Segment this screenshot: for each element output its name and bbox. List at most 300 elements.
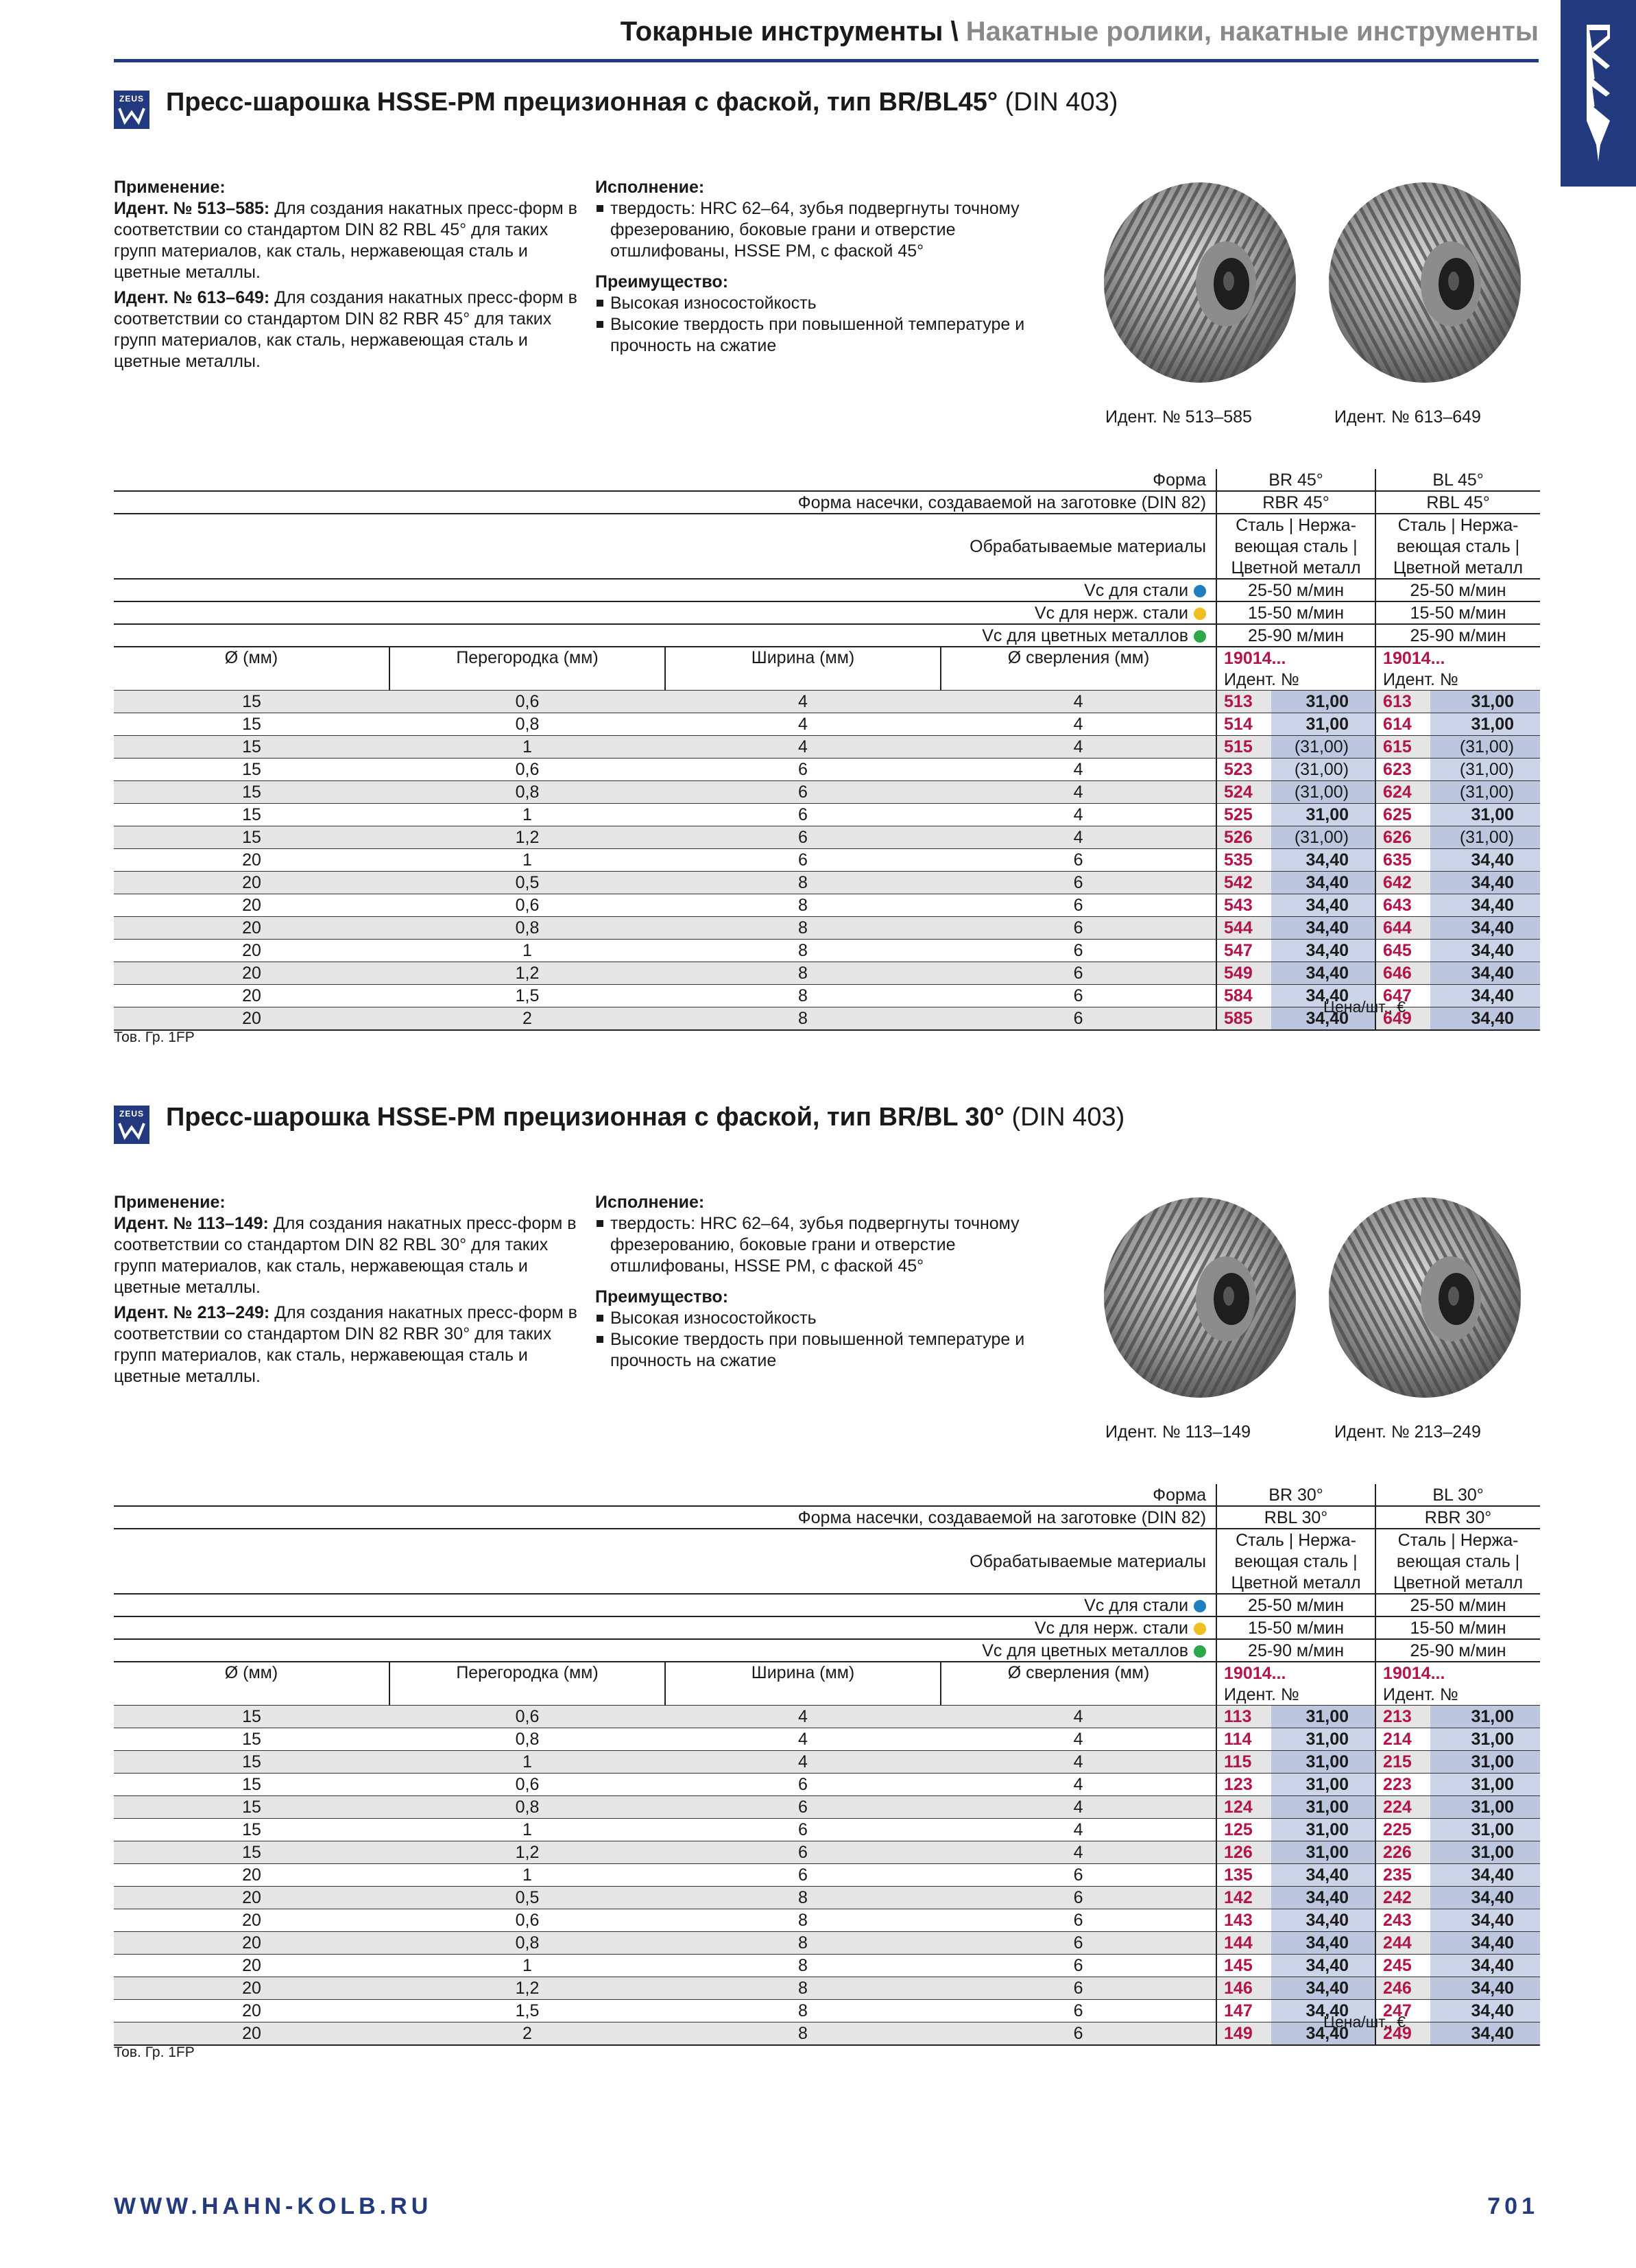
cell-bore: 4	[941, 826, 1216, 849]
cell-width: 6	[665, 826, 941, 849]
cell-pitch: 1	[389, 1864, 665, 1887]
ident-code-left[interactable]: 123	[1216, 1774, 1271, 1796]
price-left: 31,00	[1271, 1841, 1375, 1864]
ident-code-right[interactable]: 642	[1375, 872, 1430, 894]
spec-vc-nonferrous-value: 25-90 м/мин	[1375, 1639, 1540, 1662]
cell-pitch: 0,5	[389, 1887, 665, 1909]
ident-code-right[interactable]: 646	[1375, 962, 1430, 985]
ident-code-left[interactable]: 513	[1216, 691, 1271, 713]
price-left: 34,40	[1271, 1007, 1375, 1031]
photo-caption-right: Идент. № 613–649	[1334, 407, 1481, 427]
ident-code-right[interactable]: 626	[1375, 826, 1430, 849]
ident-code-left[interactable]: 544	[1216, 917, 1271, 940]
price-unit: Цена/шт., €	[1323, 998, 1406, 1016]
ident-code-right[interactable]: 623	[1375, 759, 1430, 781]
price-right: (31,00)	[1430, 826, 1540, 849]
cell-width: 8	[665, 894, 941, 917]
application-item-2	[114, 287, 580, 372]
spec-vc-nonferrous-value: 25-90 м/мин	[1216, 1639, 1375, 1662]
cell-bore: 4	[941, 804, 1216, 826]
ident-code-right[interactable]: 613	[1375, 691, 1430, 713]
spec-vc-inox-label	[114, 601, 1216, 624]
price-right: 34,40	[1430, 1977, 1540, 2000]
column-header-ident: Идент. №	[1216, 669, 1375, 691]
price-right: 31,00	[1430, 1728, 1540, 1751]
table-row	[114, 872, 1540, 894]
ident-code-right[interactable]: 625	[1375, 804, 1430, 826]
spec-vc-inox-value: 15-50 м/мин	[1375, 601, 1540, 624]
spec-vc-steel-label	[114, 1594, 1216, 1616]
price-left: (31,00)	[1271, 736, 1375, 759]
price-left: 34,40	[1271, 2000, 1375, 2022]
spec-vc-inox-label-text: Vc для нерж. стали	[1034, 1618, 1189, 1638]
ident-code-left[interactable]: 524	[1216, 781, 1271, 804]
price-left: 34,40	[1271, 2022, 1375, 2046]
ident-code-left[interactable]: 523	[1216, 759, 1271, 781]
table-row	[114, 1977, 1540, 2000]
spec-materials	[114, 514, 1540, 536]
advantage-list	[595, 1308, 1061, 1372]
table-row	[114, 1887, 1540, 1909]
spec-materials	[114, 536, 1540, 557]
cell-d: 15	[114, 713, 389, 736]
cell-width: 8	[665, 872, 941, 894]
cell-pitch: 0,8	[389, 1932, 665, 1955]
price-right: 31,00	[1430, 1774, 1540, 1796]
price-left: 34,40	[1271, 917, 1375, 940]
ident-code-right[interactable]: 245	[1375, 1955, 1430, 1977]
cell-d: 20	[114, 2022, 389, 2046]
spec-vc-steel-label-text: Vc для стали	[1084, 580, 1189, 600]
cell-pitch: 0,6	[389, 1774, 665, 1796]
ident-code-left[interactable]: 526	[1216, 826, 1271, 849]
cell-d: 20	[114, 872, 389, 894]
ident-code-left[interactable]: 114	[1216, 1728, 1271, 1751]
cell-bore: 4	[941, 1796, 1216, 1819]
material-dot-icon	[1194, 608, 1206, 620]
execution-block	[595, 1192, 1061, 1372]
application-item-1	[114, 1213, 580, 1298]
ident-code-left[interactable]: 125	[1216, 1819, 1271, 1841]
zeus-logo-text: ZEUS	[119, 94, 144, 104]
price-right: (31,00)	[1430, 781, 1540, 804]
table-row	[114, 1819, 1540, 1841]
cell-pitch: 1	[389, 940, 665, 962]
cell-width: 8	[665, 1007, 941, 1031]
price-left: 31,00	[1271, 1819, 1375, 1841]
ident-code-right[interactable]: 213	[1375, 1706, 1430, 1728]
ident-code-right[interactable]: 226	[1375, 1841, 1430, 1864]
roller-photo-left	[1097, 1195, 1303, 1400]
spec-knurl-value: RBR 30°	[1375, 1506, 1540, 1529]
price-left: 34,40	[1271, 962, 1375, 985]
ident-code-left[interactable]: 584	[1216, 985, 1271, 1007]
header-title-sub: Накатные ролики, накатные инструменты	[965, 16, 1539, 47]
section-title	[166, 88, 1118, 117]
spec-forma-value: BL 45°	[1375, 469, 1540, 491]
application-ident-2: Идент. № 613–649:	[114, 288, 270, 307]
spec-knurl	[114, 491, 1540, 514]
spec-materials-label	[114, 514, 1216, 536]
price-right: 31,00	[1430, 691, 1540, 713]
ident-code-right[interactable]: 243	[1375, 1909, 1430, 1932]
execution-block	[595, 177, 1061, 357]
cell-width: 6	[665, 1841, 941, 1864]
cell-pitch: 0,8	[389, 713, 665, 736]
ident-code-right[interactable]: 614	[1375, 713, 1430, 736]
footer-url[interactable]: WWW.HAHN-KOLB.RU	[114, 2193, 433, 2219]
table-row	[114, 1864, 1540, 1887]
page-header	[621, 16, 1539, 47]
price-right: 34,40	[1430, 872, 1540, 894]
cell-width: 4	[665, 691, 941, 713]
column-header-bore: Ø сверления (мм)	[941, 647, 1216, 691]
cell-d: 15	[114, 781, 389, 804]
ident-code-left[interactable]: 146	[1216, 1977, 1271, 2000]
ident-code-left[interactable]: 145	[1216, 1955, 1271, 1977]
ident-code-left[interactable]: 135	[1216, 1864, 1271, 1887]
ident-code-right[interactable]: 247	[1375, 2000, 1430, 2022]
price-left: 34,40	[1271, 1909, 1375, 1932]
application-ident-1: Идент. № 113–149:	[114, 1214, 269, 1233]
spec-materials-value: веющая сталь |	[1375, 1551, 1540, 1572]
ident-code-right[interactable]: 624	[1375, 781, 1430, 804]
cell-bore: 6	[941, 962, 1216, 985]
price-right: 34,40	[1430, 940, 1540, 962]
cell-pitch: 0,8	[389, 917, 665, 940]
cell-bore: 4	[941, 1841, 1216, 1864]
cell-bore: 6	[941, 1932, 1216, 1955]
spec-knurl	[114, 1506, 1540, 1529]
ident-code-right[interactable]: 214	[1375, 1728, 1430, 1751]
price-right: 34,40	[1430, 985, 1540, 1007]
spec-materials-value: Цветной металл	[1216, 557, 1375, 579]
application-heading: Применение:	[114, 1193, 226, 1212]
price-left: 34,40	[1271, 849, 1375, 872]
price-right: 34,40	[1430, 1955, 1540, 1977]
zeus-logo	[114, 1106, 149, 1144]
cell-width: 8	[665, 985, 941, 1007]
advantage-heading: Преимущество:	[595, 272, 729, 291]
spec-materials-value: Сталь | Нержа-	[1216, 1529, 1375, 1551]
price-right: 34,40	[1430, 849, 1540, 872]
execution-item: твердость: HRC 62–64, зубья подвергнуты точному фрезерованию, боковые грани и отверстие отшлифованы, HSSE PM, с фаской 45°	[595, 1213, 1061, 1277]
application-item-2	[114, 1302, 580, 1387]
spec-forma-value: BR 30°	[1216, 1484, 1375, 1506]
price-right: 34,40	[1430, 1887, 1540, 1909]
column-header-width: Ширина (мм)	[665, 647, 941, 691]
price-right: (31,00)	[1430, 736, 1540, 759]
ident-code-right[interactable]: 249	[1375, 2022, 1430, 2046]
ident-code-left[interactable]: 143	[1216, 1909, 1271, 1932]
cell-pitch: 1,2	[389, 826, 665, 849]
cell-width: 8	[665, 2022, 941, 2046]
spec-vc-nonferrous-label	[114, 1639, 1216, 1662]
header-title-main: Токарные инструменты	[620, 16, 943, 47]
ident-code-right[interactable]: 615	[1375, 736, 1430, 759]
spec-knurl-label	[114, 491, 1216, 514]
cell-bore: 4	[941, 736, 1216, 759]
roller-photo-right	[1322, 1195, 1528, 1400]
ident-code-left[interactable]: 535	[1216, 849, 1271, 872]
material-dot-icon	[1194, 585, 1206, 597]
table-row	[114, 1728, 1540, 1751]
spec-materials-label	[114, 1572, 1216, 1594]
ident-code-left[interactable]: 585	[1216, 1007, 1271, 1031]
spec-vc-steel-label-text: Vc для стали	[1084, 1595, 1189, 1615]
ident-code-right[interactable]: 644	[1375, 917, 1430, 940]
cell-pitch: 2	[389, 1007, 665, 1031]
cell-pitch: 1,5	[389, 2000, 665, 2022]
column-header-row	[114, 647, 1540, 669]
spec-materials-label: Обрабатываемые материалы	[970, 536, 1207, 556]
spec-knurl-value: RBL 45°	[1375, 491, 1540, 514]
cell-width: 8	[665, 1887, 941, 1909]
ident-code-left[interactable]: 549	[1216, 962, 1271, 985]
table-row	[114, 759, 1540, 781]
price-right: 34,40	[1430, 2022, 1540, 2046]
cell-bore: 6	[941, 894, 1216, 917]
ident-code-right[interactable]: 242	[1375, 1887, 1430, 1909]
cell-d: 20	[114, 962, 389, 985]
price-left: 34,40	[1271, 1887, 1375, 1909]
column-header-pitch: Перегородка (мм)	[389, 647, 665, 691]
cell-pitch: 1,5	[389, 985, 665, 1007]
roller-photo-right	[1322, 180, 1528, 385]
cell-width: 4	[665, 1751, 941, 1774]
section-din: (DIN 403)	[998, 88, 1118, 117]
table-row	[114, 1751, 1540, 1774]
spec-vc-steel-value: 25-50 м/мин	[1375, 1594, 1540, 1616]
price-right: 31,00	[1430, 1706, 1540, 1728]
spec-materials-value: Цветной металл	[1375, 1572, 1540, 1594]
price-left: 34,40	[1271, 1955, 1375, 1977]
spec-materials-value: Сталь | Нержа-	[1375, 514, 1540, 536]
cell-pitch: 0,8	[389, 1728, 665, 1751]
table-row	[114, 894, 1540, 917]
ident-code-left[interactable]: 144	[1216, 1932, 1271, 1955]
cell-pitch: 1	[389, 849, 665, 872]
ident-code-left[interactable]: 142	[1216, 1887, 1271, 1909]
cell-width: 8	[665, 1955, 941, 1977]
spec-materials-value: веющая сталь |	[1216, 536, 1375, 557]
spec-materials-value: Цветной металл	[1216, 1572, 1375, 1594]
cell-pitch: 1	[389, 1751, 665, 1774]
cell-d: 15	[114, 1841, 389, 1864]
ident-code-right[interactable]: 645	[1375, 940, 1430, 962]
column-header-d: Ø (мм)	[114, 1662, 389, 1706]
cell-pitch: 0,8	[389, 781, 665, 804]
section-title-text: Пресс-шарошка HSSE-PM прецизионная с фаской, тип BR/BL 30°	[166, 1103, 1005, 1132]
cell-width: 8	[665, 1909, 941, 1932]
table-row	[114, 713, 1540, 736]
column-header-bore: Ø сверления (мм)	[941, 1662, 1216, 1706]
ident-code-left[interactable]: 149	[1216, 2022, 1271, 2046]
table-row	[114, 940, 1540, 962]
application-ident-2: Идент. № 213–249:	[114, 1303, 270, 1322]
chapter-tab	[1561, 0, 1636, 187]
cell-d: 20	[114, 849, 389, 872]
spec-materials-label: Обрабатываемые материалы	[970, 1551, 1207, 1571]
ident-code-left[interactable]: 113	[1216, 1706, 1271, 1728]
application-text-2: Для создания накатных пресс-форм в соответствии со стандартом DIN 82 RBR 45° для таких групп материалов, как сталь, нержавеющая сталь и цветные металлы.	[114, 288, 577, 371]
price-left: (31,00)	[1271, 759, 1375, 781]
header-separator: \	[943, 16, 966, 47]
cell-width: 6	[665, 1796, 941, 1819]
price-left: (31,00)	[1271, 826, 1375, 849]
drill-icon	[1580, 25, 1617, 162]
application-heading: Применение:	[114, 178, 226, 197]
cell-width: 8	[665, 917, 941, 940]
table-row	[114, 917, 1540, 940]
ident-code-left[interactable]: 543	[1216, 894, 1271, 917]
cell-bore: 6	[941, 1007, 1216, 1031]
ident-code-left[interactable]: 525	[1216, 804, 1271, 826]
cell-d: 15	[114, 1728, 389, 1751]
cell-bore: 4	[941, 1819, 1216, 1841]
cell-width: 6	[665, 804, 941, 826]
column-header-ident: Идент. №	[1375, 1684, 1540, 1706]
cell-width: 6	[665, 781, 941, 804]
application-text-2: Для создания накатных пресс-форм в соответствии со стандартом DIN 82 RBR 30° для таких групп материалов, как сталь, нержавеющая сталь и цветные металлы.	[114, 1303, 577, 1386]
execution-heading: Исполнение:	[595, 1193, 705, 1212]
cell-d: 15	[114, 1751, 389, 1774]
spec-vc-steel-label	[114, 579, 1216, 601]
spec-vc-nonferrous-label	[114, 624, 1216, 647]
ident-code-right[interactable]: 643	[1375, 894, 1430, 917]
ident-code-left[interactable]: 115	[1216, 1751, 1271, 1774]
ident-code-right[interactable]: 223	[1375, 1774, 1430, 1796]
cell-d: 20	[114, 1864, 389, 1887]
cell-d: 15	[114, 691, 389, 713]
spec-forma-label	[114, 1484, 1216, 1506]
price-left: 31,00	[1271, 1774, 1375, 1796]
price-left: 31,00	[1271, 804, 1375, 826]
product-group: Тов. Гр. 1FP	[114, 1029, 195, 1045]
cell-width: 6	[665, 849, 941, 872]
cell-d: 15	[114, 1706, 389, 1728]
column-header-prefix: 19014...	[1375, 647, 1540, 669]
price-right: 31,00	[1430, 1841, 1540, 1864]
cell-bore: 6	[941, 940, 1216, 962]
table-row	[114, 1932, 1540, 1955]
cell-pitch: 0,6	[389, 1909, 665, 1932]
price-right: 31,00	[1430, 1819, 1540, 1841]
table-row	[114, 1774, 1540, 1796]
advantage-item: Высокая износостойкость	[595, 1308, 1061, 1329]
spec-materials-value: Сталь | Нержа-	[1375, 1529, 1540, 1551]
price-right: 34,40	[1430, 962, 1540, 985]
spec-vc-nonferrous-label-text: Vc для цветных металлов	[982, 625, 1189, 645]
price-right: 34,40	[1430, 917, 1540, 940]
spec-forma	[114, 1484, 1540, 1506]
ident-code-right[interactable]: 635	[1375, 849, 1430, 872]
spec-vc-inox-label	[114, 1616, 1216, 1639]
spec-table	[114, 1484, 1540, 2046]
ident-code-right[interactable]: 244	[1375, 1932, 1430, 1955]
spec-materials-value: веющая сталь |	[1216, 1551, 1375, 1572]
price-left: 34,40	[1271, 1932, 1375, 1955]
column-header-ident: Идент. №	[1216, 1684, 1375, 1706]
cell-bore: 4	[941, 1774, 1216, 1796]
price-right: 31,00	[1430, 804, 1540, 826]
ident-code-right[interactable]: 246	[1375, 1977, 1430, 2000]
cell-pitch: 1	[389, 804, 665, 826]
cell-d: 15	[114, 1819, 389, 1841]
cell-pitch: 0,5	[389, 872, 665, 894]
spec-forma-value: BR 45°	[1216, 469, 1375, 491]
execution-list	[595, 1213, 1061, 1277]
cell-width: 6	[665, 759, 941, 781]
ident-code-left[interactable]: 547	[1216, 940, 1271, 962]
cell-pitch: 0,8	[389, 1796, 665, 1819]
ident-code-left[interactable]: 147	[1216, 2000, 1271, 2022]
price-left: 34,40	[1271, 872, 1375, 894]
price-left: 31,00	[1271, 1796, 1375, 1819]
cell-pitch: 1	[389, 1955, 665, 1977]
price-left: 31,00	[1271, 713, 1375, 736]
ident-code-right[interactable]: 215	[1375, 1751, 1430, 1774]
price-right: 34,40	[1430, 1909, 1540, 1932]
price-left: 31,00	[1271, 1751, 1375, 1774]
spec-materials-label	[114, 1529, 1216, 1551]
ident-code-left[interactable]: 515	[1216, 736, 1271, 759]
cell-bore: 4	[941, 1728, 1216, 1751]
spec-materials-value: веющая сталь |	[1375, 536, 1540, 557]
price-right: (31,00)	[1430, 759, 1540, 781]
table-row	[114, 1841, 1540, 1864]
advantage-item: Высокие твердость при повышенной температуре и прочность на сжатие	[595, 1329, 1061, 1372]
ident-code-right[interactable]: 225	[1375, 1819, 1430, 1841]
table-row	[114, 1706, 1540, 1728]
ident-code-right[interactable]: 235	[1375, 1864, 1430, 1887]
advantage-heading: Преимущество:	[595, 1287, 729, 1306]
cell-d: 15	[114, 759, 389, 781]
spec-knurl-label	[114, 1506, 1216, 1529]
ident-code-right[interactable]: 649	[1375, 1007, 1430, 1031]
zeus-logo	[114, 91, 149, 129]
cell-d: 20	[114, 1007, 389, 1031]
cell-width: 8	[665, 962, 941, 985]
cell-bore: 6	[941, 849, 1216, 872]
price-left: 31,00	[1271, 691, 1375, 713]
advantage-item: Высокая износостойкость	[595, 293, 1061, 314]
ident-code-left[interactable]: 514	[1216, 713, 1271, 736]
ident-code-left[interactable]: 124	[1216, 1796, 1271, 1819]
column-header-pitch: Перегородка (мм)	[389, 1662, 665, 1706]
ident-code-right[interactable]: 647	[1375, 985, 1430, 1007]
material-dot-icon	[1194, 630, 1206, 643]
cell-pitch: 1,2	[389, 1841, 665, 1864]
execution-list	[595, 198, 1061, 262]
table-row	[114, 1796, 1540, 1819]
price-right: 31,00	[1430, 1751, 1540, 1774]
spec-table	[114, 469, 1540, 1031]
cell-pitch: 0,6	[389, 691, 665, 713]
spec-body	[114, 469, 1540, 1030]
price-left: 34,40	[1271, 985, 1375, 1007]
spec-forma-value: BL 30°	[1375, 1484, 1540, 1506]
table-row	[114, 1955, 1540, 1977]
ident-code-left[interactable]: 542	[1216, 872, 1271, 894]
spec-vc-nonferrous-value: 25-90 м/мин	[1216, 624, 1375, 647]
ident-code-right[interactable]: 224	[1375, 1796, 1430, 1819]
price-left: 31,00	[1271, 1706, 1375, 1728]
spec-knurl-value: RBR 45°	[1216, 491, 1375, 514]
ident-code-left[interactable]: 126	[1216, 1841, 1271, 1864]
price-left: 34,40	[1271, 894, 1375, 917]
spec-vc-steel-value: 25-50 м/мин	[1216, 1594, 1375, 1616]
